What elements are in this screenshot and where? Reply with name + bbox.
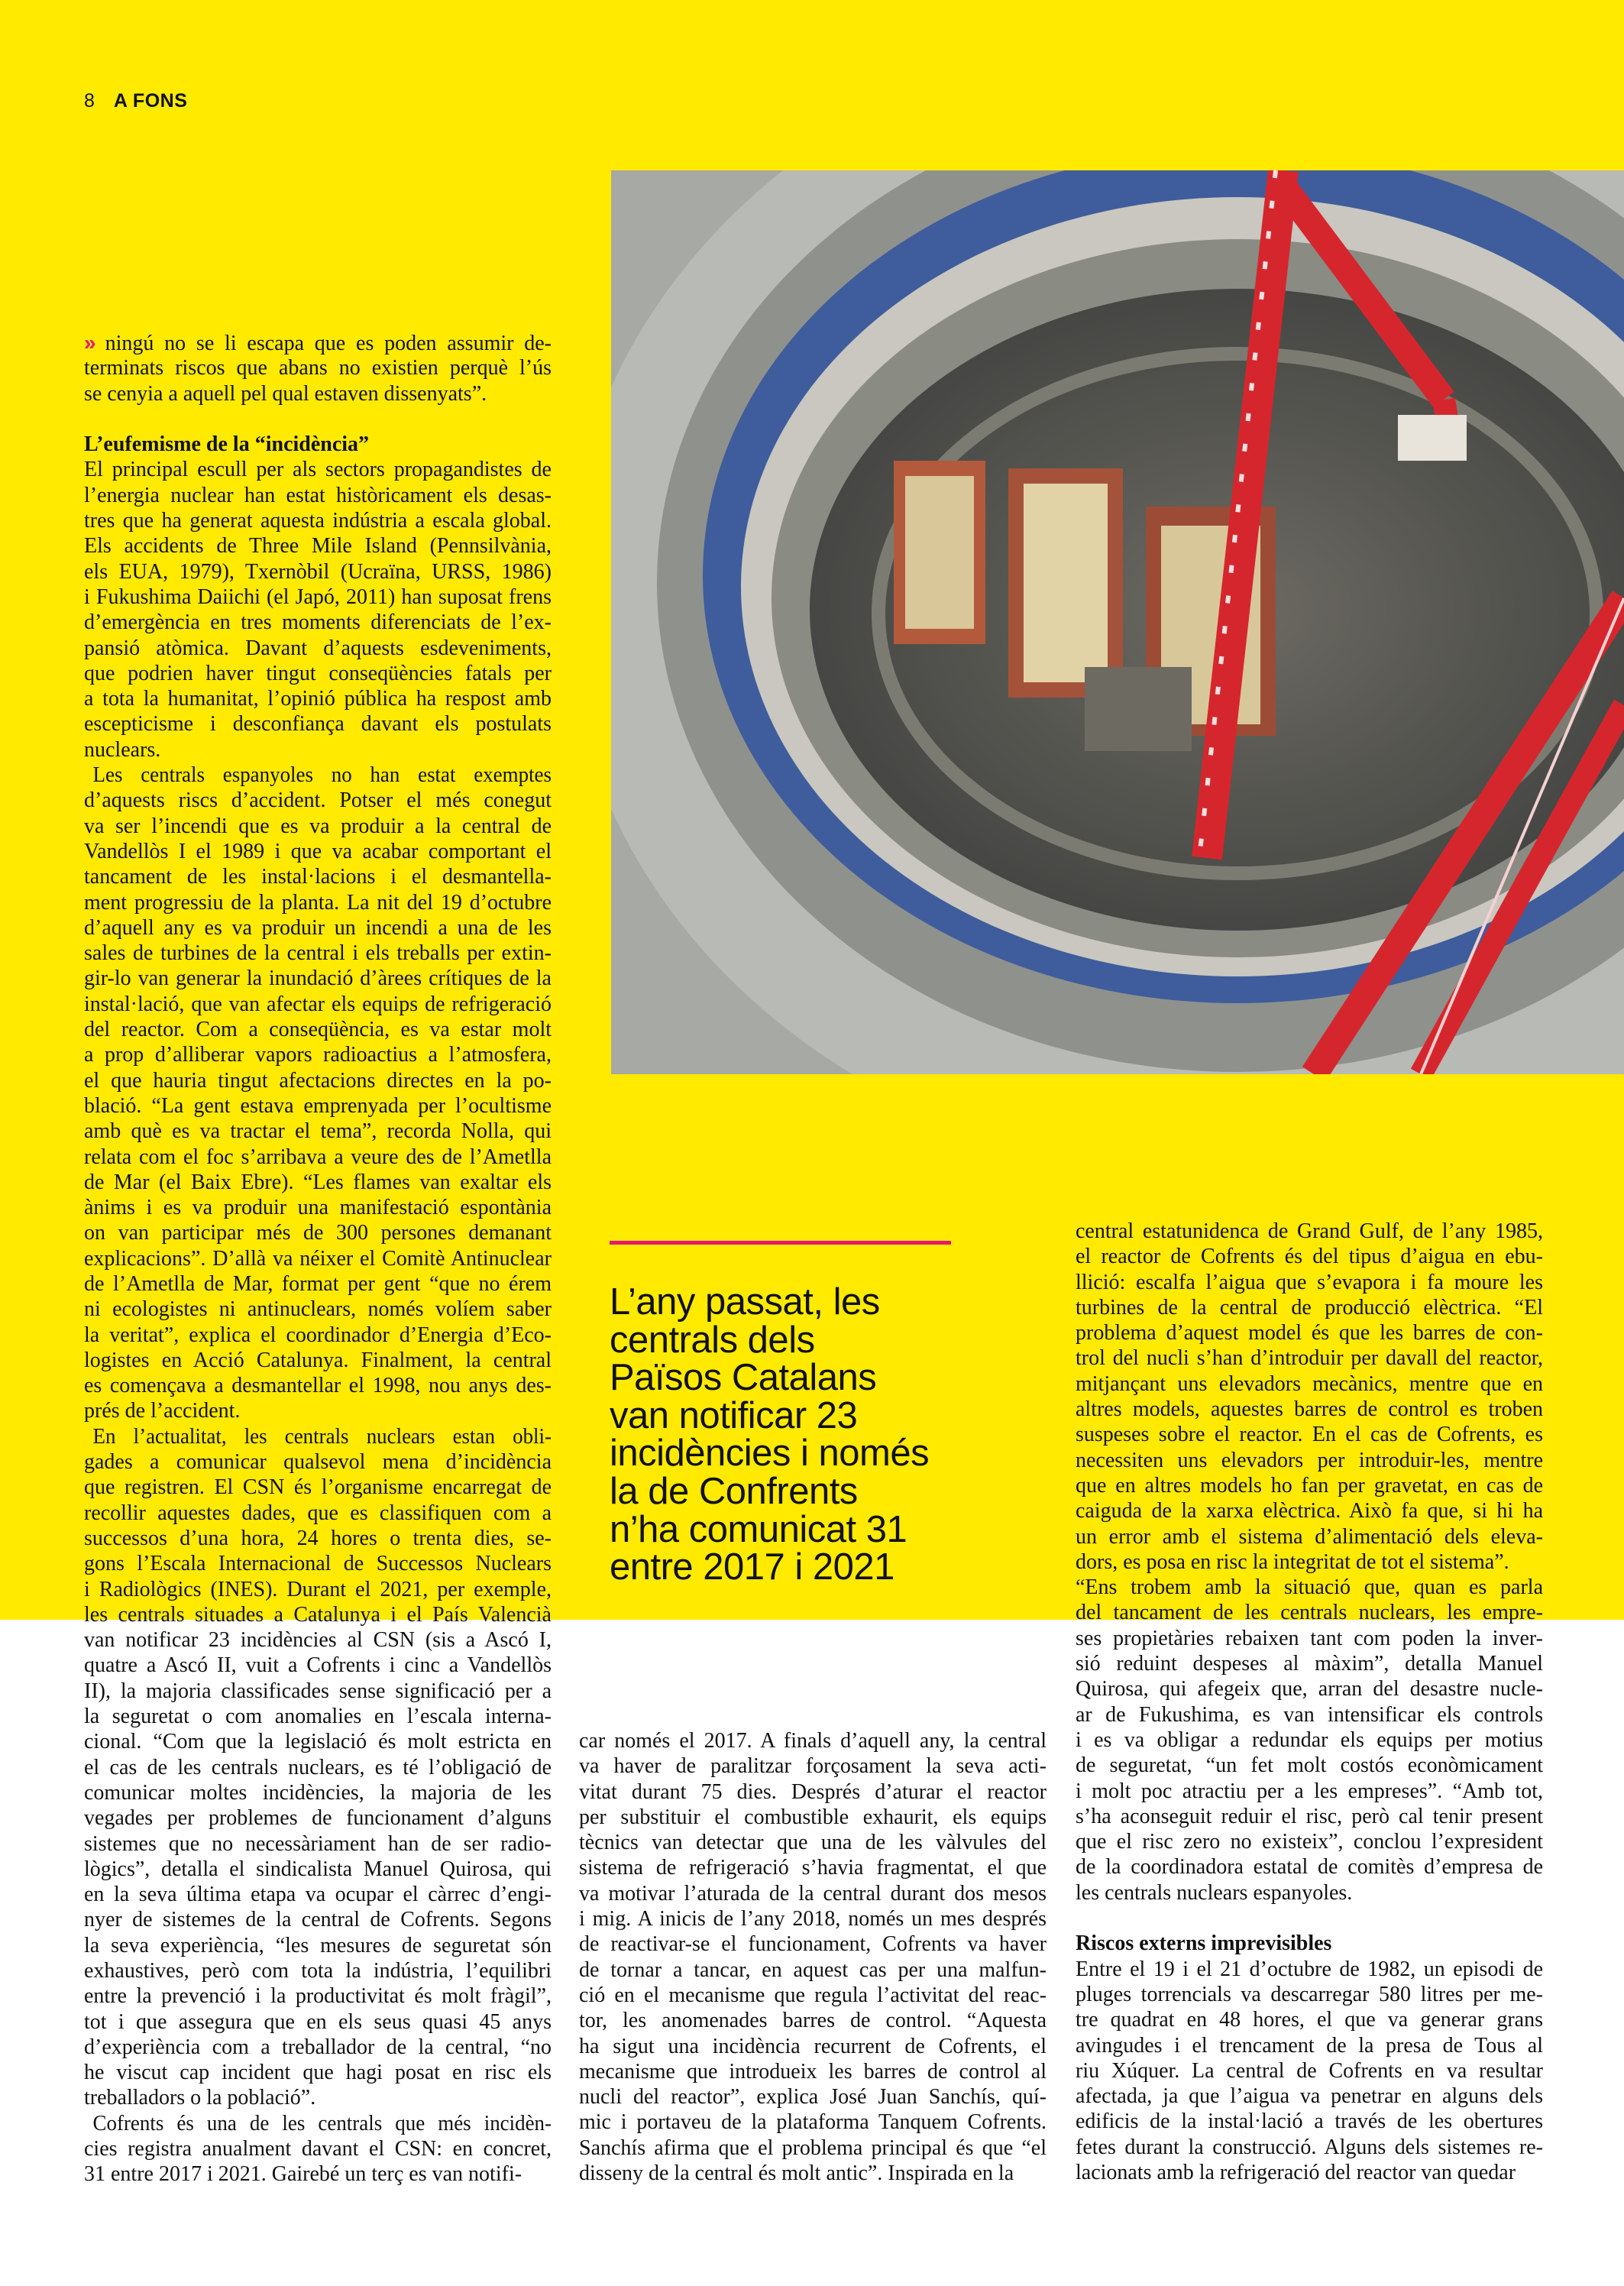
article-column-3 xyxy=(1076,1219,1543,2185)
pull-quote xyxy=(610,1281,961,1588)
text-line: lògics”, detalla el sindicalista Manuel Quirosa, qui xyxy=(84,1857,552,1881)
text-line: de l’Ametlla de Mar, format per gent “que no érem xyxy=(84,1271,552,1296)
text-line: un error amb el sistema d’alimentació dels eleva- xyxy=(1076,1524,1543,1549)
text-line: en la seva última etapa va ocupar el càrrec d’engi- xyxy=(84,1883,552,1907)
text-line: logistes en Acció Catalunya. Finalment, la central xyxy=(84,1348,552,1372)
pull-quote-line: n’ha comunicat 31 xyxy=(610,1508,907,1550)
text-line: vitat durant 75 dies. Després d’aturar el reactor xyxy=(579,1779,1047,1804)
text-line: tre quadrat en 48 hores, el que va generar grans xyxy=(1076,2008,1543,2032)
text-line: “Ens trobem amb la situació que, quan es parla xyxy=(1076,1575,1543,1600)
heading-text: Riscos externs imprevisibles xyxy=(1076,1931,1332,1956)
text-line: entre la prevenció i la productivitat és molt fràgil”, xyxy=(84,1984,552,2009)
text-line-content: ningú no se li escapa que es poden assumir de- xyxy=(105,332,552,355)
text-line: tres que ha generat aquesta indústria a escala global. xyxy=(84,509,552,533)
text-line: pansió atòmica. Davant d’aquests esdeveniments, xyxy=(84,636,552,660)
text-line: el cas de les centrals nuclears, es té l’obligació de xyxy=(84,1755,552,1779)
text-line: ció en el mecanisme que regula l’activitat del reac- xyxy=(579,1983,1047,2007)
section-title: A FONS xyxy=(113,90,188,112)
text-line: lacionats amb la refrigeració del reactor van quedar xyxy=(1076,2160,1516,2184)
text-line: relata com el foc s’arribava a veure des de l’Ametlla xyxy=(84,1145,552,1169)
text-line: central estatunidenca de Grand Gulf, de l’any 1985, xyxy=(1076,1219,1543,1243)
text-line: problema d’aquest model és que les barres de con- xyxy=(1076,1321,1543,1345)
text-line: gons l’Escala Internacional de Successos Nuclears xyxy=(84,1552,552,1576)
text-line: llició: escalfa l’aigua que s’evapora i fa moure les xyxy=(1076,1270,1543,1294)
text-line: edificis de la instal·lació a través de les obertures xyxy=(1076,2110,1543,2134)
text-line: se cenyia a aquell pel qual estaven dissenyats”. xyxy=(84,381,487,406)
text-line xyxy=(84,330,552,355)
text-line: 31 entre 2017 i 2021. Gairebé un terç es van notifi- xyxy=(84,2162,522,2187)
text-line: tècnics van detectar que una de les vàlvules del xyxy=(579,1831,1047,1855)
text-line: fetes durant la construcció. Alguns dels sistemes re- xyxy=(1076,2135,1543,2159)
text-line: es començava a desmantellar el 1998, nou anys des- xyxy=(84,1374,552,1398)
text-line: va motivar l’aturada de la central durant dos mesos xyxy=(579,1881,1047,1906)
text-line: gir-lo van generar la inundació d’àrees crítiques de la xyxy=(84,967,552,991)
paragraph xyxy=(84,457,552,763)
text-line: En l’actualitat, les centrals nuclears estan obli- xyxy=(92,1424,552,1449)
text-line: comunicar moltes incidències, la majoria de les xyxy=(84,1780,552,1805)
text-line: turbines de la central de producció elèctrica. “El xyxy=(1076,1295,1543,1319)
text-line: va haver de paralitzar forçosament la seva acti- xyxy=(579,1754,1047,1779)
text-line: blació. “La gent estava emprenyada per l’ocultisme xyxy=(84,1093,552,1118)
text-line: la veritat”, explica el coordinador d’Energia d’Eco- xyxy=(84,1323,552,1347)
text-line: i mig. A inicis de l’any 2018, només un mes després xyxy=(579,1907,1047,1931)
pull-quote-line: Països Catalans xyxy=(610,1357,877,1399)
text-line: disseny de la central és molt antic”. Inspirada en la xyxy=(579,2161,1014,2186)
text-line: de reactivar-se el funcionament, Cofrents va haver xyxy=(579,1932,1047,1957)
text-line: del reactor. Com a conseqüència, es va estar molt xyxy=(84,1018,552,1042)
text-line: suspeses sobre el reactor. En el cas de Cofrents, es xyxy=(1076,1423,1543,1447)
text-line: va ser l’incendi que es va produir a la central de xyxy=(84,814,552,838)
text-line: instal·lació, que van afectar els equips de refrigeració xyxy=(84,992,552,1016)
text-line: altres models, aquestes barres de control es troben xyxy=(1076,1397,1543,1422)
pull-quote-line: incidències i només xyxy=(610,1433,930,1475)
text-line: treballadors o la població”. xyxy=(84,2086,316,2110)
text-line: els EUA, 1979), Txernòbil (Ucraïna, URSS, 1986) xyxy=(84,559,552,584)
text-line: terminats riscos que abans no existien perquè l’ús xyxy=(84,356,552,380)
text-line: ses propietàries rebaixen tant com poden la inver- xyxy=(1076,1626,1543,1650)
text-line: exhaustives, però com tota la indústria, l’equilibri xyxy=(84,1959,552,1983)
paragraph xyxy=(1076,1957,1543,2186)
text-line: la seguretat o com anomalies en l’escala interna- xyxy=(84,1705,552,1729)
text-line: d’aquell any es va produir un incendi a una de les xyxy=(84,915,552,940)
text-line: mic i portaveu de la plataforma Tanquem Cofrents. xyxy=(579,2110,1047,2135)
text-line: El principal escull per als sectors propagandistes de xyxy=(84,458,552,482)
text-line: trol del nucli s’han d’introduir per davall del reactor, xyxy=(1076,1346,1543,1371)
text-line: i Fukushima Daiichi (el Japó, 2011) han suposat frens xyxy=(84,584,552,609)
paragraph-spacer xyxy=(1076,1906,1624,1931)
paragraph-spacer xyxy=(84,406,1624,432)
text-line: el que hauria tingut afectacions directes en la po- xyxy=(84,1068,552,1093)
text-line: van notificar 23 incidències al CSN (sis a Ascó I, xyxy=(84,1628,552,1653)
text-line: on van participar més de 300 persones demanant xyxy=(84,1221,552,1245)
text-line: cies registra anualment davant el CSN: en concret, xyxy=(84,2137,552,2161)
text-line: i Radiològics (INES). Durant el 2021, per exemple, xyxy=(84,1577,552,1601)
text-line: sistemes que no necessàriament han de ser radio- xyxy=(84,1831,552,1856)
paragraph xyxy=(84,1424,552,2111)
pull-quote-line: centrals dels xyxy=(610,1319,815,1361)
text-line: prés de l’accident. xyxy=(84,1399,241,1423)
text-line: de la coordinadora estatal de comitès d’empresa de xyxy=(1076,1855,1543,1880)
text-line: nuclears. xyxy=(84,737,161,762)
text-line: recollir aquestes dades, que es classifiquen com a xyxy=(84,1501,552,1525)
heading-text: L’eufemisme de la “incidència” xyxy=(84,432,370,457)
text-line: caiguda de la xarxa elèctrica. Això fa que, si hi ha xyxy=(1076,1499,1543,1523)
text-line: mecanisme que introdueix les barres de control al xyxy=(579,2059,1047,2084)
text-line: d’aquests riscs d’accident. Potser el més conegut xyxy=(84,788,552,813)
text-line: ar de Fukushima, es van intensificar els controls xyxy=(1076,1702,1543,1727)
text-line: successos d’una hora, 24 hores o trenta dies, se- xyxy=(84,1526,552,1550)
text-line: tot i que assegura que en els seus quasi 45 anys xyxy=(84,2009,552,2034)
text-line: a tota la humanitat, l’opinió pública ha respost amb xyxy=(84,687,552,711)
pull-quote-line: la de Confrents xyxy=(610,1470,858,1512)
text-line: Les centrals espanyoles no han estat exemptes xyxy=(92,763,552,788)
text-line: riu Xúquer. La central de Cofrents en va resultar xyxy=(1076,2058,1543,2083)
text-line: explicacions”. D’allà va néixer el Comitè Antinuclear xyxy=(84,1246,552,1271)
text-line: el reactor de Cofrents és del tipus d’aigua en ebu- xyxy=(1076,1245,1543,1269)
text-line: mitjançant uns elevadors mecànics, mentre que en xyxy=(1076,1371,1543,1396)
text-line: sistema de refrigeració s’havia fragmentat, el que xyxy=(579,1856,1047,1880)
paragraph xyxy=(84,2111,552,2187)
text-line: car només el 2017. A finals d’aquell any, la central xyxy=(579,1729,1047,1753)
text-line: Quirosa, qui afegeix que, arran del desastre nucle- xyxy=(1076,1677,1543,1702)
text-line: i molt poc atractiu per a les empreses”. “Amb tot, xyxy=(1076,1779,1543,1803)
paragraph xyxy=(84,330,552,406)
text-line: ni ecologistes ni antinuclears, només volíem saber xyxy=(84,1297,552,1322)
text-line: Entre el 19 i el 21 d’octubre de 1982, un episodi de xyxy=(1076,1957,1543,1981)
text-line: ment progressiu de la planta. La nit del 19 d’octubre xyxy=(84,890,552,915)
text-line: d’experiència com a treballador de la central, “no xyxy=(84,2035,552,2059)
text-line: Sanchís afirma que el problema principal és que “el xyxy=(579,2135,1047,2160)
text-line: he viscut cap incident que hagi posat en risc els xyxy=(84,2061,552,2085)
text-line: pluges torrencials va descarregar 580 litres per me- xyxy=(1076,1982,1543,2006)
text-line: escepticisme i desconfiança davant els postulats xyxy=(84,712,552,737)
text-line: ha sigut una incidència recurrent de Cofrents, el xyxy=(579,2034,1047,2058)
text-line: necessiten uns elevadors per introduir-les, mentre xyxy=(1076,1448,1543,1472)
continuation-arrow-icon: » xyxy=(84,331,96,355)
text-line: nucli del reactor”, explica José Juan Sanchís, quí- xyxy=(579,2085,1047,2110)
pull-quote-line: van notificar 23 xyxy=(610,1394,858,1436)
text-line: s’ha aconseguit reduir el risc, però cal tenir present xyxy=(1076,1804,1543,1828)
text-line: de Mar (el Baix Ebre). “Les flames van exaltar els xyxy=(84,1170,552,1194)
text-line: Els accidents de Three Mile Island (Pennsilvània, xyxy=(84,534,552,559)
text-line: que el risc zero no existeix”, conclou l’expresident xyxy=(1076,1830,1543,1854)
nuclear-construction-photo xyxy=(611,170,1624,1074)
text-line: les centrals situades a Catalunya i el País Valencià xyxy=(84,1602,552,1627)
text-line: quatre a Ascó II, vuit a Cofrents i cinc a Vandellòs xyxy=(84,1653,552,1678)
text-line: afectada, ja que l’aigua va penetrar en alguns dels xyxy=(1076,2084,1543,2109)
page-number: 8 xyxy=(84,90,95,112)
text-line: a prop d’alliberar vapors radioactius a l’atmosfera, xyxy=(84,1043,552,1067)
text-line: la seva experiència, “les mesures de seguretat són xyxy=(84,1933,552,1957)
text-line: nyer de sistemes de la central de Cofrents. Segons xyxy=(84,1908,552,1932)
text-line: ànims i es va produir una manifestació espontània xyxy=(84,1196,552,1220)
text-line: que podrien haver tingut conseqüències fatals per xyxy=(84,661,552,685)
text-line: tor, les anomenades barres de control. “Aquesta xyxy=(579,2009,1047,2033)
text-line: vegades per problemes de funcionament d’alguns xyxy=(84,1806,552,1831)
text-line: i es va obligar a redundar els equips per motius xyxy=(1076,1727,1543,1752)
article-column-1 xyxy=(84,330,552,2187)
text-line: sió reduint despeses al màxim”, detalla Manuel xyxy=(1076,1652,1543,1676)
text-line: les centrals nuclears espanyoles. xyxy=(1076,1880,1353,1905)
paragraph xyxy=(1076,1575,1543,1906)
text-line: avingudes i el trencament de la presa de Tous al xyxy=(1076,2033,1543,2058)
section-heading xyxy=(1076,1931,1543,1956)
text-line: l’energia nuclear han estat històricament els desas- xyxy=(84,483,552,507)
pull-quote-line: entre 2017 i 2021 xyxy=(610,1546,894,1588)
paragraph xyxy=(1076,1219,1543,1575)
text-line: Vandellòs I el 1989 i que va acabar comportant el xyxy=(84,839,552,863)
article-column-2 xyxy=(579,1728,1047,2186)
text-line: Cofrents és una de les centrals que més incidèn- xyxy=(92,2111,552,2135)
section-heading xyxy=(84,432,552,457)
text-line: dors, es posa en risc la integritat de tot el sistema”. xyxy=(1076,1549,1509,1574)
text-line: amb què es va tractar el tema”, recorda Nolla, qui xyxy=(84,1119,552,1144)
page-header xyxy=(84,90,187,112)
text-line: d’emergència en tres moments diferenciats de l’ex- xyxy=(84,610,552,635)
text-line: del tancament de les centrals nuclears, les empre- xyxy=(1076,1601,1543,1625)
paragraph xyxy=(84,763,552,1424)
text-line: que en altres models ho fan per gravetat, en cas de xyxy=(1076,1473,1543,1498)
text-line: per substituir el combustible exhaurit, els equips xyxy=(579,1805,1047,1829)
text-line: tancament de les instal·lacions i el desmantella- xyxy=(84,865,552,889)
text-line: II), la majoria classificades sense significació per a xyxy=(84,1679,552,1703)
text-line: de seguretat, “un fet molt costós econòmicament xyxy=(1076,1753,1543,1778)
text-line: gades a comunicar qualsevol mena d’incidència xyxy=(84,1450,552,1475)
pull-quote-line: L’any passat, les xyxy=(610,1281,880,1323)
text-line: cional. “Com que la legislació és molt estricta en xyxy=(84,1730,552,1754)
pull-quote-rule xyxy=(610,1241,951,1245)
text-line: de tornar a tancar, en aquest cas per una malfun- xyxy=(579,1957,1047,1982)
aerial-construction-image xyxy=(611,170,1624,1074)
text-line: que registren. El CSN és l’organisme encarregat de xyxy=(84,1475,552,1500)
paragraph xyxy=(579,1728,1047,2186)
text-line: sales de turbines de la central i els treballs per extin- xyxy=(84,941,552,966)
